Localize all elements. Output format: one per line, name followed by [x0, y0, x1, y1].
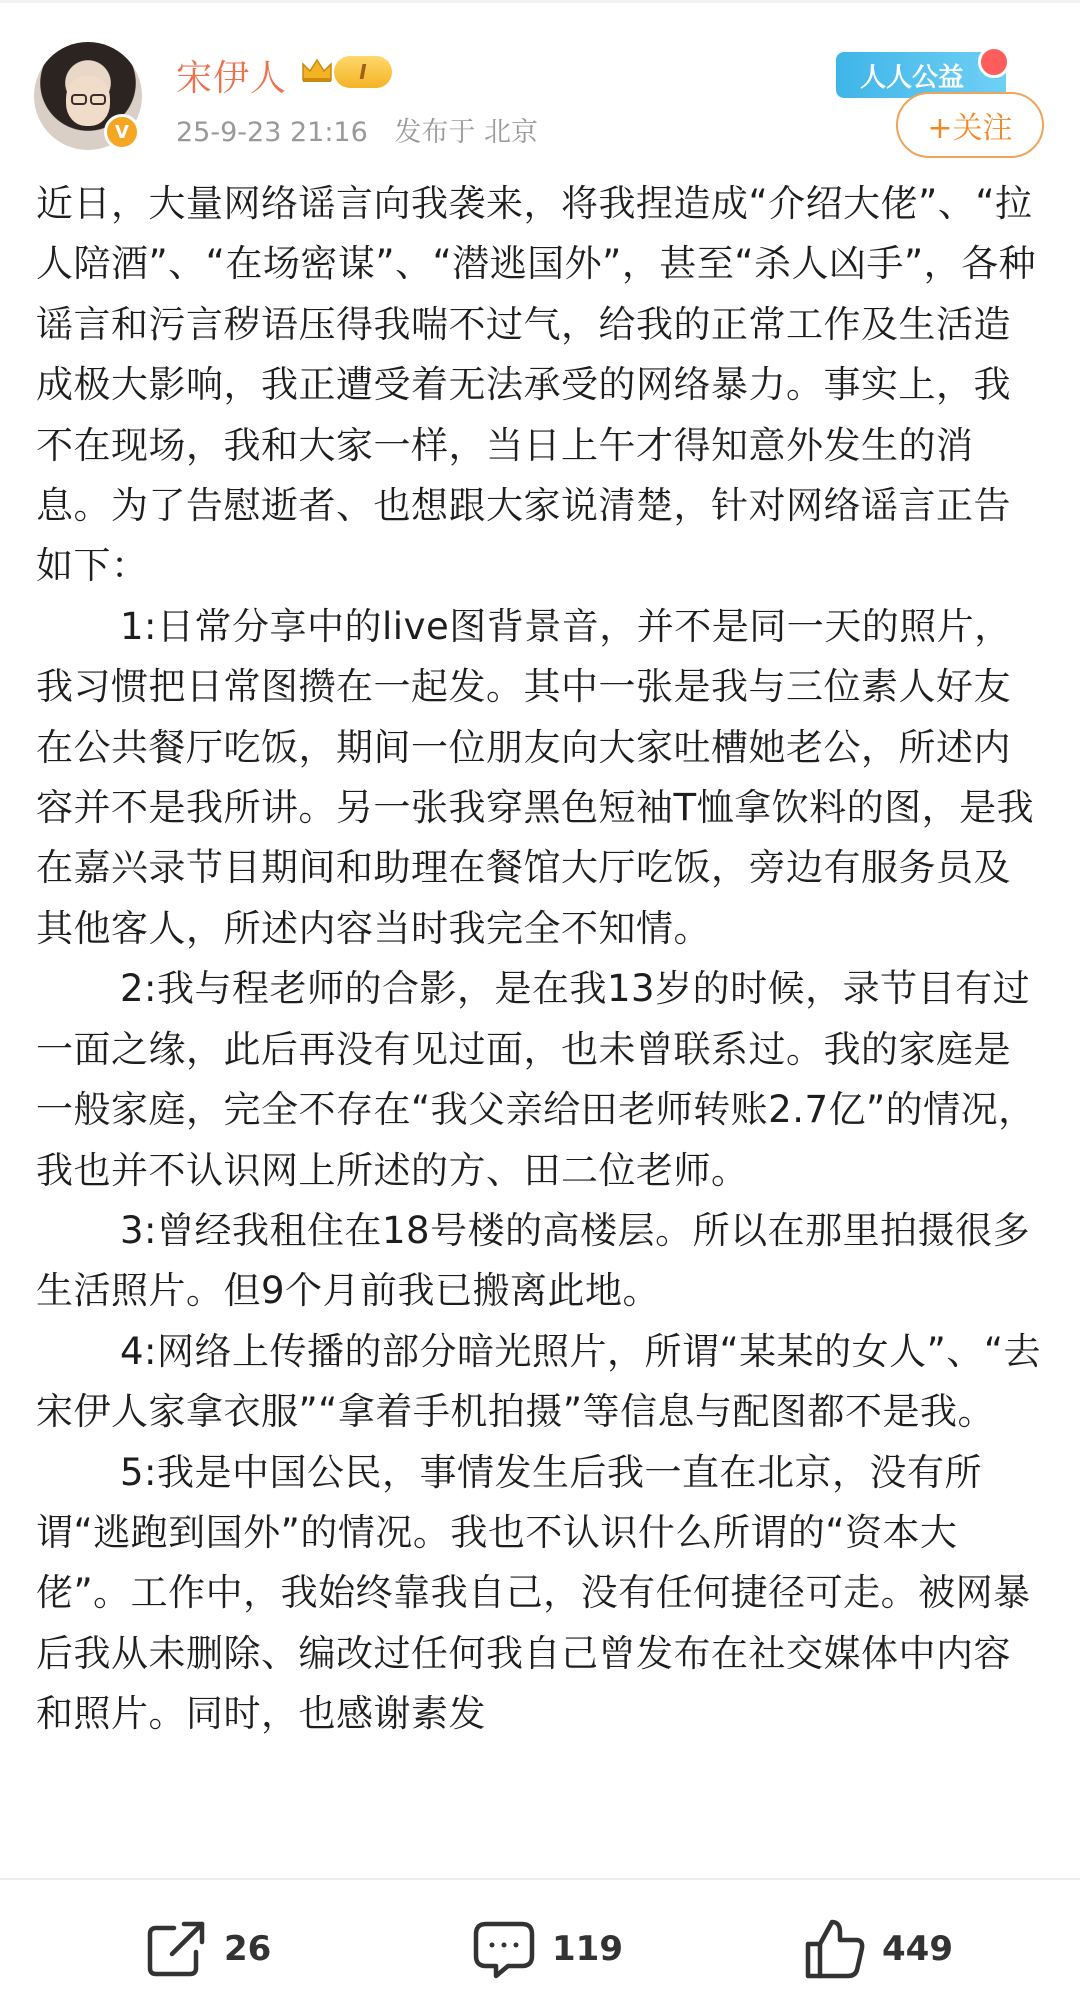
post-paragraph: 1:日常分享中的live图背景音，并不是同一天的照片，我习惯把日常图攒在一起发。其中一张是我与三位素人好友在公共餐厅吃饭，期间一位朋友向大家吐槽她老公，所述内容并不是我所讲。另一张我穿黑色短袖T恤拿饮料的图，是我在嘉兴录节目期间和助理在餐馆大厅吃饭，旁边有服务员及其他客人，所述内容当时我完全不知情。 [36, 604, 1035, 950]
post-meta [176, 110, 556, 149]
top-divider [0, 0, 1080, 3]
user-level-badge[interactable]: I [334, 56, 392, 88]
post-paragraph: 近日，大量网络谣言向我袭来，将我捏造成“介绍大佬”、“拉人陪酒”、“在场密谋”、“潜逃国外”，甚至“杀人凶手”，各种谣言和污言秽语压得我喘不过气，给我的正常工作及生活造成极大影响，我正遭受着无法承受的网络暴力。事实上，我不在现场，我和大家一样，当日上午才得知意外发生的消息。为了告慰逝者、也想跟大家说清楚，针对网络谣言正告如下： [36, 182, 1037, 588]
crown-icon [300, 56, 334, 84]
post-date: 25-9-23 21:16 [176, 117, 368, 148]
post-paragraph: 5:我是中国公民，事情发生后我一直在北京，没有所谓“逃跑到国外”的情况。我也不认识什么所谓的“资本大佬”。工作中，我始终靠我自己，没有任何捷径可走。被网暴后我从未删除、编改过任何我自己曾发布在社交媒体中内容和照片。同时，也感谢素发 [36, 1450, 1031, 1736]
charity-badge[interactable]: 人人公益 [836, 52, 1006, 98]
action-toolbar [0, 1880, 1080, 2015]
comment-count: 119 [552, 1929, 623, 1969]
post-location: 发布于 北京 [394, 117, 538, 148]
post-paragraph: 2:我与程老师的合影，是在我13岁的时候，录节目有过一面之缘，此后再没有见过面，也未曾联系过。我的家庭是一般家庭，完全不存在“我父亲给田老师转账2.7亿”的情况，我也并不认识网上所述的方、田二位老师。 [36, 967, 1036, 1192]
avatar-glasses-left [71, 94, 87, 105]
post-content [36, 174, 1046, 1878]
post-paragraph: 3:曾经我租住在18号楼的高楼层。所以在那里拍摄很多生活照片。但9个月前我已搬离此地。 [36, 1208, 1031, 1313]
comment-button[interactable] [472, 1918, 623, 1980]
username[interactable]: 宋伊人 [176, 58, 288, 99]
avatar-glasses-right [90, 94, 106, 105]
charity-mascot-icon [978, 46, 1010, 78]
post-paragraph: 4:网络上传播的部分暗光照片，所谓“某某的女人”、“去宋伊人家拿衣服”“拿着手机拍摄”等信息与配图都不是我。 [36, 1329, 1042, 1434]
post-header [0, 40, 1080, 160]
like-button[interactable] [802, 1918, 953, 1980]
like-count: 449 [882, 1929, 953, 1969]
share-count: 26 [224, 1929, 272, 1969]
follow-button[interactable]: +关注 [896, 92, 1044, 158]
share-icon [144, 1918, 208, 1980]
thumbs-up-icon [802, 1918, 866, 1980]
comment-icon [472, 1918, 536, 1980]
share-button[interactable] [144, 1918, 271, 1980]
verified-badge-icon: V [104, 114, 140, 150]
